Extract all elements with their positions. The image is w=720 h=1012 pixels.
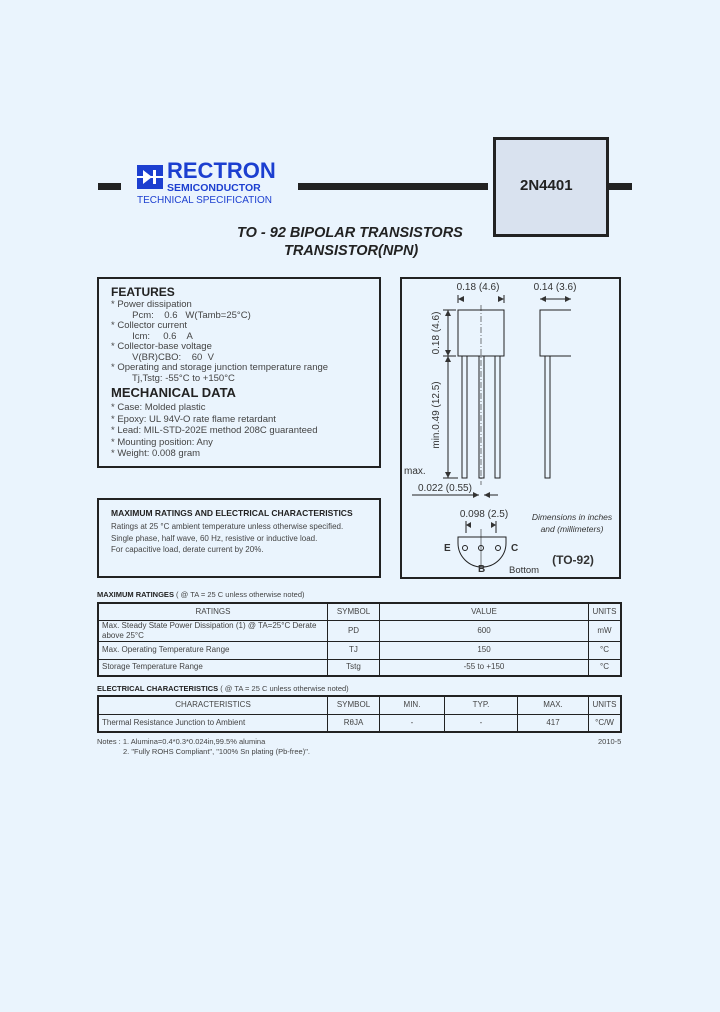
dim-lead-length: min.0.49 (12.5) (431, 381, 442, 449)
dim-side: 0.14 (3.6) (533, 282, 577, 293)
mechanical-heading: MECHANICAL DATA (111, 385, 236, 400)
note-1: Notes : 1. Alumina=0.4*0.3*0.024in,99.5% alumina (97, 737, 266, 746)
mechanical-line: * Mounting position: Any (111, 436, 213, 448)
bottom-label: Bottom (509, 565, 540, 576)
header-rule (298, 183, 488, 190)
dim-pitch: 0.098 (2.5) (459, 509, 509, 520)
elec-caption: ELECTRICAL CHARACTERISTICS ( @ TA = 25 C unless otherwise noted) (97, 684, 349, 693)
ratings-note-line: Ratings at 25 °C ambient temperature unless otherwise specified. (111, 522, 344, 531)
feature-line: * Collector current (111, 320, 188, 331)
feature-line: * Operating and storage junction temperature range (111, 362, 329, 373)
table-row: Max. Steady State Power Dissipation (1) @ TA=25°C Derate above 25°C PD 600 mW (98, 620, 621, 641)
max-label: max. (404, 466, 426, 477)
ratings-note-box (97, 498, 381, 578)
pin-b-label: B (478, 564, 486, 575)
pin-e-label: E (444, 543, 451, 554)
feature-line: Icm: 0.6 A (111, 330, 193, 342)
brand-sub: SEMICONDUCTOR (167, 182, 261, 194)
mechanical-line: * Lead: MIL-STD-202E method 208C guaranteed (111, 425, 318, 436)
ratings-note-line: For capacitive load, derate current by 20%. (111, 545, 264, 554)
brand-tag: TECHNICAL SPECIFICATION (137, 195, 273, 206)
table-header-row: RATINGS SYMBOL VALUE UNITS (98, 603, 621, 620)
feature-line: * Collector-base voltage (111, 341, 212, 352)
mechanical-line: * Case: Molded plastic (111, 402, 206, 413)
units-note: Dimensions in inches (531, 512, 613, 522)
doc-subtitle: TRANSISTOR(NPN) (284, 243, 419, 259)
feature-line: * Power dissipation (111, 299, 192, 310)
features-box (97, 277, 381, 468)
table-row: Max. Operating Temperature Range TJ 150 °C (98, 641, 621, 659)
mechanical-line: * Epoxy: UL 94V-O rate flame retardant (111, 413, 276, 425)
dim-body-height: 0.18 (4.6) (431, 311, 442, 355)
table-row: Thermal Resistance Junction to Ambient RθJA - - 417 °C/W (98, 714, 621, 732)
mechanical-line: * Weight: 0.008 gram (111, 448, 201, 459)
feature-line: V(BR)CBO: 60 V (111, 351, 214, 363)
units-note: and (millimeters) (540, 524, 604, 534)
part-number: 2N4401 (520, 177, 573, 194)
features-heading: FEATURES (111, 285, 175, 299)
dim-width: 0.18 (4.6) (456, 282, 500, 293)
table-header-row: CHARACTERISTICS SYMBOL MIN. TYP. MAX. UNITS (98, 696, 621, 714)
header-rule (609, 183, 632, 190)
brand-name: RECTRON (167, 158, 276, 183)
ratings-note-heading: MAXIMUM RATINGS AND ELECTRICAL CHARACTERISTICS (111, 508, 353, 518)
ratings-note-line: Single phase, half wave, 60 Hz, resistive or inductive load. (111, 533, 318, 543)
feature-line: Pcm: 0.6 W(Tamb=25°C) (111, 309, 251, 321)
header-rule (98, 183, 121, 190)
revision-code: 2010-5 (598, 737, 622, 746)
pin-c-label: C (511, 543, 519, 554)
package-label: (TO-92) (552, 553, 594, 567)
max-ratings-caption: MAXIMUM RATINGES ( @ TA = 25 C unless otherwise noted) (97, 590, 305, 599)
doc-title: TO - 92 BIPOLAR TRANSISTORS (237, 225, 463, 241)
max-ratings-table (97, 602, 622, 677)
table-row: Storage Temperature Range Tstg -55 to +150 °C (98, 659, 621, 676)
feature-line: Tj,Tstg: -55°C to +150°C (111, 372, 235, 384)
elec-table (97, 695, 622, 733)
to92-package-drawing (398, 275, 623, 580)
dim-lead-width: 0.022 (0.55) (418, 483, 472, 494)
rectron-logo-icon (137, 165, 163, 189)
note-2: 2. "Fully ROHS Compliant", "100% Sn plating (Pb-free)". (123, 747, 310, 756)
